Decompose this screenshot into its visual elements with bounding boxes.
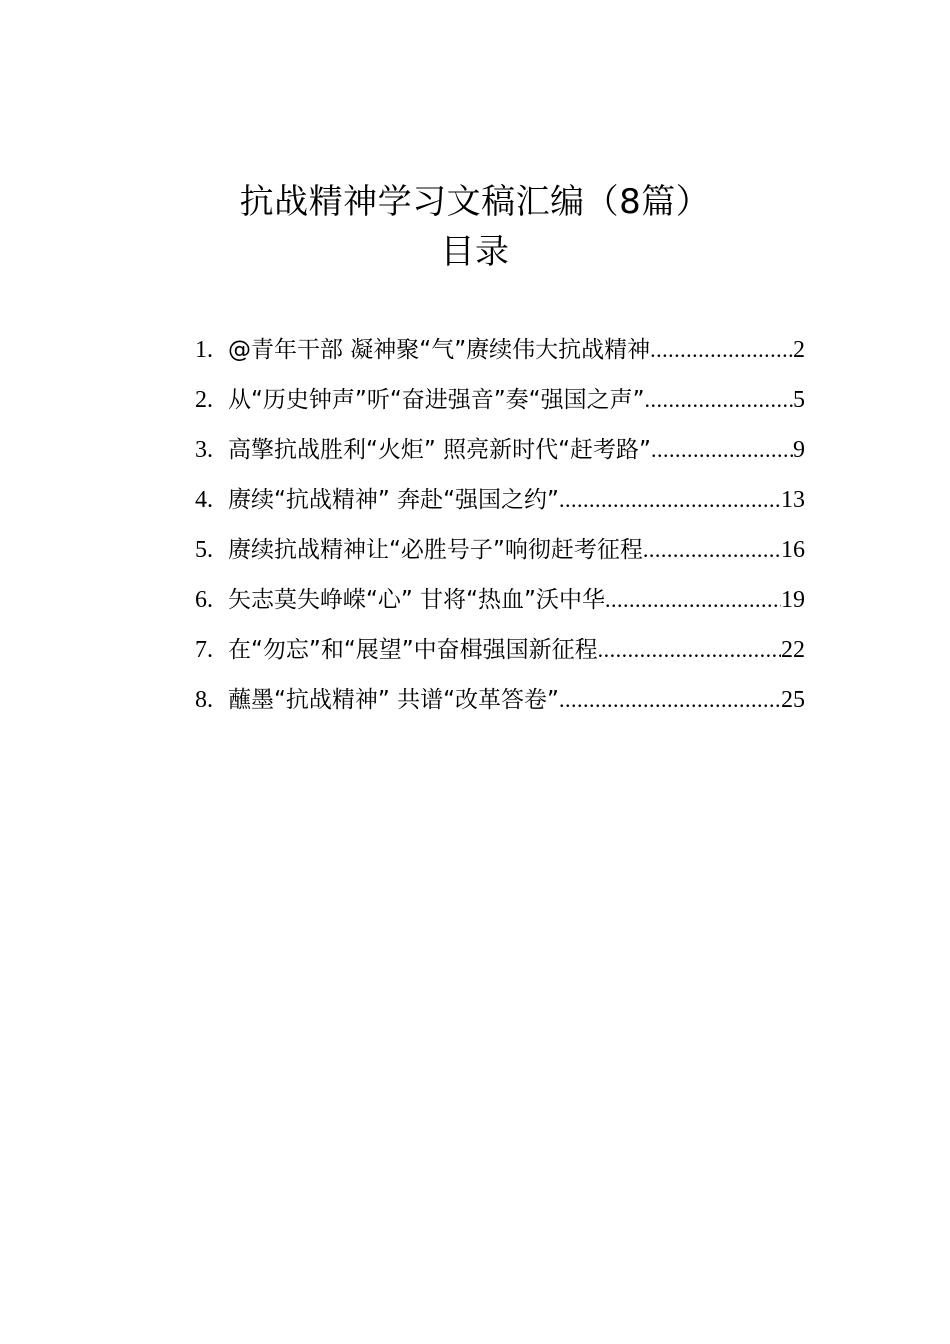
toc-entry-number: 1. bbox=[195, 337, 213, 363]
toc-dot-leader bbox=[643, 532, 781, 568]
toc-entry[interactable] bbox=[195, 332, 805, 382]
toc-entry-page: 19 bbox=[781, 587, 805, 613]
toc-entry-page: 16 bbox=[781, 537, 805, 563]
toc-entry-title: 赓续抗战精神让“必胜号子”响彻赶考征程 bbox=[228, 537, 643, 563]
toc-dot-leader bbox=[605, 582, 781, 618]
toc-entry-title: 蘸墨“抗战精神” 共谱“改革答卷” bbox=[228, 687, 559, 713]
toc-entry-title: 矢志莫失峥嵘“心” 甘将“热血”沃中华 bbox=[228, 587, 605, 613]
toc-entry-number: 2. bbox=[195, 387, 213, 413]
toc-dot-leader bbox=[559, 482, 781, 518]
toc-entry-title: 高擎抗战胜利“火炬” 照亮新时代“赶考路” bbox=[228, 437, 651, 463]
toc-entry-number: 5. bbox=[195, 537, 213, 563]
toc-dot-leader bbox=[650, 332, 793, 368]
toc-entry-number: 4. bbox=[195, 487, 213, 513]
toc-dot-leader bbox=[651, 432, 793, 468]
document-title: 抗战精神学习文稿汇编（8篇） bbox=[239, 182, 711, 222]
toc-entry-page: 13 bbox=[781, 487, 805, 513]
toc-entry-title: 赓续“抗战精神” 奔赴“强国之约” bbox=[228, 487, 559, 513]
toc-entry-title: 在“勿忘”和“展望”中奋楫强国新征程 bbox=[228, 637, 598, 663]
toc-dot-leader bbox=[598, 632, 781, 668]
toc-entry[interactable] bbox=[195, 682, 805, 732]
toc-entry-page: 22 bbox=[781, 637, 805, 663]
toc-entry-title: @青年干部 凝神聚“气”赓续伟大抗战精神 bbox=[228, 337, 651, 363]
toc-entry-page: 2 bbox=[793, 337, 805, 363]
toc-heading: 目录 bbox=[440, 232, 510, 272]
toc-entry-title: 从“历史钟声”听“奋进强音”奏“强国之声” bbox=[228, 387, 645, 413]
toc-entry-page: 9 bbox=[793, 437, 805, 463]
toc-entry-number: 7. bbox=[195, 637, 213, 663]
toc-entry-number: 8. bbox=[195, 687, 213, 713]
toc-entry[interactable] bbox=[195, 632, 805, 682]
toc-entry-number: 3. bbox=[195, 437, 213, 463]
toc-entry[interactable] bbox=[195, 382, 805, 432]
table-of-contents bbox=[195, 332, 805, 732]
toc-entry-number: 6. bbox=[195, 587, 213, 613]
toc-entry[interactable] bbox=[195, 482, 805, 532]
toc-entry-page: 5 bbox=[793, 387, 805, 413]
toc-dot-leader bbox=[645, 382, 794, 418]
toc-dot-leader bbox=[559, 682, 781, 718]
toc-entry[interactable] bbox=[195, 582, 805, 632]
toc-entry[interactable] bbox=[195, 432, 805, 482]
toc-entry[interactable] bbox=[195, 532, 805, 582]
toc-entry-page: 25 bbox=[781, 687, 805, 713]
